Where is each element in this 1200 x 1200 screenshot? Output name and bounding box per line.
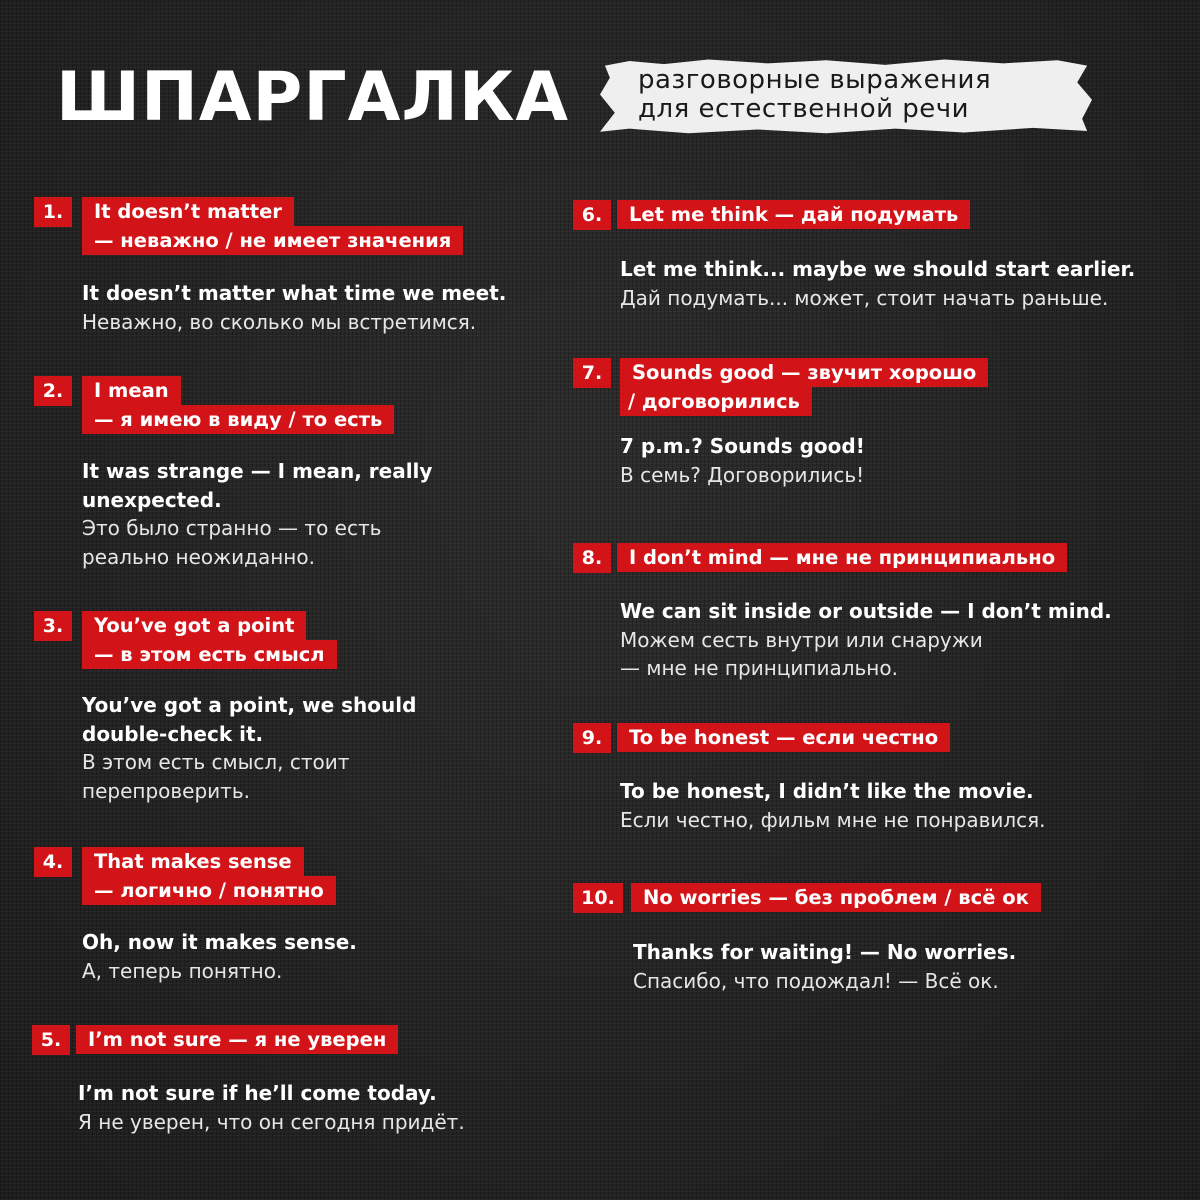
example-ru: Дай подумать... может, стоит начать раньше.: [620, 285, 1109, 310]
phrase-translation: — в этом есть смысл: [82, 640, 337, 669]
subtitle: [638, 66, 1078, 124]
example-en: Thanks for waiting! — No worries.: [633, 940, 1017, 964]
example: [78, 1079, 465, 1136]
phrase-heading: No worries — без проблем / всё ок: [631, 883, 1041, 912]
example-ru: Если честно, фильм мне не понравился.: [620, 807, 1046, 832]
phrase-heading: To be honest — если честно: [617, 723, 950, 752]
example: [82, 279, 506, 336]
example-en: It doesn’t matter what time we meet.: [82, 281, 507, 305]
example-en: We can sit inside or outside — I don’t mind.: [620, 599, 1112, 623]
item-number: 7.: [573, 358, 611, 388]
phrase-heading: I mean: [82, 376, 181, 405]
example-en: It was strange — I mean, really: [82, 459, 433, 483]
example: [620, 432, 865, 489]
example-ru: Это было странно — то есть: [82, 516, 382, 540]
example-en: unexpected.: [82, 487, 222, 512]
example-ru: Можем сесть внутри или снаружи: [620, 627, 983, 652]
example: [633, 938, 1016, 995]
phrase-translation: — логично / понятно: [82, 876, 336, 905]
example: [82, 691, 416, 805]
example: [620, 777, 1046, 834]
example-en: To be honest, I didn’t like the movie.: [620, 779, 1034, 803]
example-en: Let me think... maybe we should start earlier.: [620, 257, 1136, 281]
phrase-translation: / договорились: [620, 387, 812, 416]
example-en: You’ve got a point, we should: [82, 693, 417, 717]
subtitle-line: разговорные выражения: [638, 65, 992, 95]
page-title: ШПАРГАЛКА: [56, 58, 570, 137]
item-number: 4.: [34, 847, 72, 877]
example-ru: Неважно, во сколько мы встретимся.: [82, 309, 477, 334]
example-ru: В этом есть смысл, стоит: [82, 750, 350, 774]
example-en: Oh, now it makes sense.: [82, 930, 357, 954]
phrase-translation: — неважно / не имеет значения: [82, 226, 463, 255]
example-ru: Я не уверен, что он сегодня придёт.: [78, 1109, 465, 1134]
item-number: 8.: [573, 543, 611, 573]
example: [620, 255, 1135, 312]
item-number: 3.: [34, 611, 72, 641]
phrase-heading: I don’t mind — мне не принципиально: [617, 543, 1067, 572]
phrase-heading: You’ve got a point: [82, 611, 306, 640]
example: [82, 457, 432, 571]
item-number: 5.: [32, 1025, 70, 1055]
example: [620, 597, 1112, 683]
phrase-heading: That makes sense: [82, 847, 304, 876]
example-en: 7 p.m.? Sounds good!: [620, 434, 865, 458]
example: [82, 928, 357, 985]
example-en: I’m not sure if he’ll come today.: [78, 1081, 437, 1105]
phrase-heading: I’m not sure — я не уверен: [76, 1025, 398, 1054]
example-ru: Спасибо, что подождал! — Всё ок.: [633, 968, 999, 993]
example-ru: — мне не принципиально.: [620, 656, 898, 680]
item-number: 9.: [573, 723, 611, 753]
example-ru: перепроверить.: [82, 778, 250, 803]
phrase-heading: Let me think — дай подумать: [617, 200, 970, 229]
phrase-translation: — я имею в виду / то есть: [82, 405, 394, 434]
item-number: 10.: [573, 883, 623, 913]
phrase-heading: It doesn’t matter: [82, 197, 294, 226]
example-ru: В семь? Договорились!: [620, 462, 865, 487]
item-number: 1.: [34, 197, 72, 227]
subtitle-line: для естественной речи: [638, 94, 970, 124]
item-number: 2.: [34, 376, 72, 406]
example-ru: реально неожиданно.: [82, 544, 315, 569]
example-ru: А, теперь понятно.: [82, 958, 283, 983]
item-number: 6.: [573, 200, 611, 230]
example-en: double-check it.: [82, 721, 264, 746]
phrase-heading: Sounds good — звучит хорошо: [620, 358, 988, 387]
